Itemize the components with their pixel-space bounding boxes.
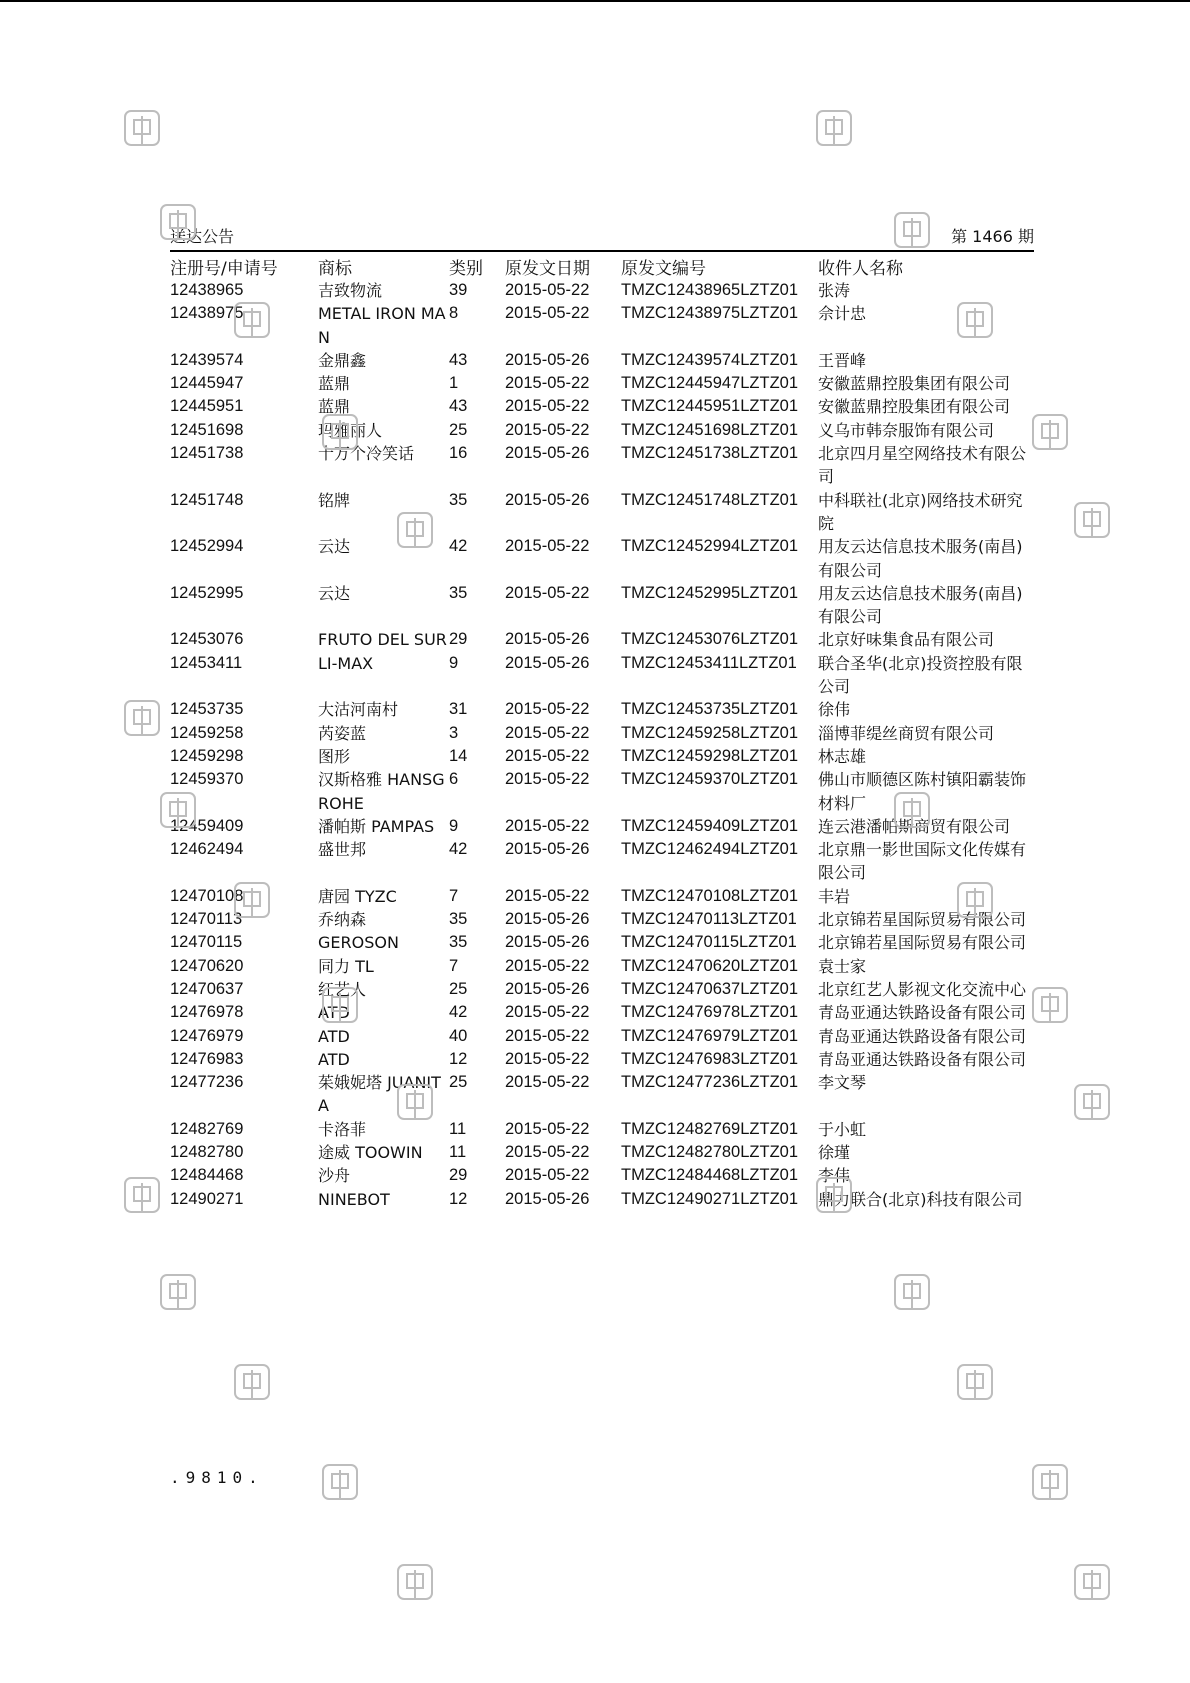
cell-doc-number: TMZC12453076LZTZ01 [621,630,798,649]
cell-recipient: 北京红艺人影视文化交流中心 [818,979,1027,999]
cell-reg-number: 12470113 [170,910,243,929]
cell-class: 35 [449,933,468,952]
cell-date: 2015-05-22 [505,1026,590,1045]
cell-class: 3 [449,723,459,742]
cell-trademark: METAL IRON MAN [318,304,446,347]
cell-recipient: 北京锦若星国际贸易有限公司 [818,910,1027,930]
cell-date: 2015-05-22 [505,886,590,905]
cell-trademark: GEROSON [318,933,399,953]
cell-class: 11 [449,1119,467,1138]
watermark-glyph [158,790,198,834]
table-row [170,535,1034,582]
cell-reg-number: 12439574 [170,350,244,369]
cell-doc-number: TMZC12453411LZTZ01 [621,653,797,672]
cell-date: 2015-05-22 [505,700,590,719]
cell-reg-number: 12445947 [170,374,244,393]
cell-reg-number: 12445951 [170,397,244,416]
table-row [170,1141,1034,1164]
cell-class: 7 [449,956,459,975]
cell-recipient: 北京好味集食品有限公司 [818,630,995,650]
cell-date: 2015-05-22 [505,1049,590,1068]
cell-date: 2015-05-22 [505,746,590,765]
cell-class: 1 [449,374,459,393]
cell-trademark: 途威 TOOWIN [318,1142,423,1162]
cell-recipient: 佘计忠 [818,304,867,324]
table-row [170,652,1034,699]
cell-class: 39 [449,281,468,299]
cell-reg-number: 12438975 [170,304,244,323]
cell-date: 2015-05-26 [505,490,590,509]
page-number: .9810. [170,1468,264,1487]
cell-recipient: 李文琴 [818,1073,867,1093]
cell-class: 14 [449,746,468,765]
cell-class: 42 [449,537,468,556]
table-row [170,419,1034,442]
cell-recipient: 张涛 [818,281,851,300]
cell-trademark: 金鼎鑫 [318,350,367,370]
cell-date: 2015-05-22 [505,1142,590,1161]
cell-recipient: 青岛亚通达铁路设备有限公司 [818,1003,1027,1023]
watermark-glyph [955,300,995,344]
cell-trademark: 卡洛菲 [318,1119,367,1139]
cell-reg-number: 12476979 [170,1026,244,1045]
cell-trademark: 茱娥妮塔 JUANITA [318,1073,441,1116]
cell-date: 2015-05-22 [505,1119,590,1138]
table-row [170,931,1034,954]
cell-doc-number: TMZC12452995LZTZ01 [621,583,798,602]
watermark-glyph [1030,412,1070,456]
cell-recipient: 李伟 [818,1166,851,1186]
watermark-glyph [232,880,272,924]
cell-trademark: LI-MAX [318,653,374,673]
cell-recipient: 袁士家 [818,956,867,976]
col-class: 类别 [449,258,483,279]
table-row [170,628,1034,651]
cell-recipient: 徐伟 [818,700,851,720]
cell-date: 2015-05-22 [505,281,590,299]
cell-date: 2015-05-26 [505,444,590,463]
watermark-glyph [892,790,932,834]
table-row [170,1118,1034,1141]
cell-recipient: 北京鼎一影世国际文化传媒有限公司 [818,840,1027,883]
cell-doc-number: TMZC12451748LZTZ01 [621,490,798,509]
cell-recipient: 于小虹 [818,1119,867,1139]
watermark-glyph [320,1462,360,1506]
cell-class: 12 [449,1189,468,1208]
cell-class: 40 [449,1026,468,1045]
cell-doc-number: TMZC12476978LZTZ01 [621,1003,798,1022]
watermark-glyph [1072,1082,1112,1126]
cell-doc-number: TMZC12470637LZTZ01 [621,979,798,998]
watermark-glyph [158,202,198,246]
col-reg-number: 注册号/申请号 [170,258,278,279]
cell-doc-number: TMZC12459409LZTZ01 [621,816,798,835]
cell-trademark: 图形 [318,746,351,766]
watermark-glyph [955,880,995,924]
cell-doc-number: TMZC12462494LZTZ01 [621,840,798,859]
watermark-glyph [158,1272,198,1316]
watermark-glyph [1030,985,1070,1029]
watermark-glyph [892,1272,932,1316]
cell-class: 12 [449,1049,468,1068]
cell-date: 2015-05-22 [505,420,590,439]
cell-doc-number: TMZC12459258LZTZ01 [621,723,798,742]
watermark-glyph [1072,500,1112,544]
cell-date: 2015-05-22 [505,1166,590,1185]
cell-reg-number: 12484468 [170,1166,244,1185]
cell-doc-number: TMZC12470115LZTZ01 [621,933,797,952]
cell-date: 2015-05-26 [505,350,590,369]
cell-reg-number: 12477236 [170,1073,244,1092]
cell-reg-number: 12438965 [170,281,244,299]
cell-reg-number: 12470108 [170,886,244,905]
cell-recipient: 北京四月星空网络技术有限公司 [818,444,1027,487]
watermark-glyph [814,1175,854,1219]
cell-date: 2015-05-22 [505,537,590,556]
cell-recipient: 北京锦若星国际贸易有限公司 [818,933,1027,953]
watermark-glyph [320,985,360,1029]
cell-reg-number: 12470637 [170,979,244,998]
col-recipient: 收件人名称 [818,258,903,279]
cell-date: 2015-05-26 [505,840,590,859]
delivery-notice-table [170,253,1034,1211]
section-title: 送达公告 [170,227,235,246]
watermark-glyph [955,1362,995,1406]
cell-class: 42 [449,840,468,859]
cell-date: 2015-05-26 [505,933,590,952]
cell-recipient: 用友云达信息技术服务(南昌)有限公司 [818,537,1023,580]
cell-class: 9 [449,816,459,835]
col-trademark: 商标 [318,258,352,279]
cell-doc-number: TMZC12453735LZTZ01 [621,700,798,719]
table-row [170,1025,1034,1048]
cell-recipient: 青岛亚通达铁路设备有限公司 [818,1026,1027,1046]
cell-class: 11 [449,1142,467,1161]
cell-date: 2015-05-22 [505,956,590,975]
cell-date: 2015-05-22 [505,583,590,602]
cell-reg-number: 12470115 [170,933,243,952]
cell-doc-number: TMZC12476979LZTZ01 [621,1026,798,1045]
table-row [170,372,1034,395]
cell-doc-number: TMZC12445947LZTZ01 [621,374,798,393]
cell-reg-number: 12476983 [170,1049,244,1068]
cell-trademark: 芮姿蓝 [318,723,367,743]
cell-doc-number: TMZC12445951LZTZ01 [621,397,798,416]
cell-trademark: 十万个冷笑话 [318,444,415,464]
table-row [170,1001,1034,1024]
cell-recipient: 丰岩 [818,886,851,906]
cell-date: 2015-05-22 [505,374,590,393]
cell-recipient: 王晋峰 [818,350,867,370]
col-date: 原发文日期 [505,258,590,279]
cell-reg-number: 12451748 [170,490,244,509]
watermark-glyph [892,210,932,254]
table-row [170,1188,1034,1211]
cell-reg-number: 12470620 [170,956,244,975]
cell-date: 2015-05-22 [505,723,590,742]
cell-reg-number: 12453411 [170,653,243,672]
cell-recipient: 联合圣华(北京)投资控股有限公司 [818,653,1023,697]
cell-recipient: 鼎力联合(北京)科技有限公司 [818,1189,1023,1209]
cell-trademark: 铭牌 [318,490,351,510]
cell-trademark: 同力 TL [318,956,374,976]
cell-recipient: 用友云达信息技术服务(南昌)有限公司 [818,583,1023,627]
cell-date: 2015-05-26 [505,1189,590,1208]
cell-class: 7 [449,886,459,905]
watermark-glyph [395,1082,435,1126]
cell-trademark: 沙舟 [318,1166,351,1186]
cell-date: 2015-05-22 [505,1073,590,1092]
table-header-row [170,253,1034,279]
cell-class: 25 [449,979,468,998]
cell-reg-number: 12453735 [170,700,244,719]
cell-trademark: 大沽河南村 [318,700,399,720]
issue-number: 第 1466 期 [951,227,1034,246]
cell-doc-number: TMZC12470620LZTZ01 [621,956,798,975]
cell-reg-number: 12451738 [170,444,244,463]
cell-reg-number: 12482780 [170,1142,244,1161]
cell-class: 35 [449,583,468,602]
table-row [170,745,1034,768]
cell-doc-number: TMZC12476983LZTZ01 [621,1049,798,1068]
table-row [170,442,1034,489]
table-row [170,698,1034,721]
table-row [170,908,1034,931]
cell-doc-number: TMZC12452994LZTZ01 [621,537,798,556]
cell-trademark: 蓝鼎 [318,397,351,417]
cell-reg-number: 12462494 [170,840,244,859]
cell-class: 31 [449,700,468,719]
cell-trademark: 玛雅丽人 [318,420,383,440]
table-row [170,955,1034,978]
cell-doc-number: TMZC12451698LZTZ01 [621,420,798,439]
watermark-glyph [395,1562,435,1606]
table-row [170,978,1034,1001]
cell-trademark: 唐园 TYZC [318,886,397,906]
cell-doc-number: TMZC12482769LZTZ01 [621,1119,798,1138]
cell-trademark: 汉斯格雅 HANSGROHE [318,770,445,813]
watermark-glyph [122,698,162,742]
cell-date: 2015-05-26 [505,653,590,672]
cell-doc-number: TMZC12490271LZTZ01 [621,1189,798,1208]
cell-date: 2015-05-26 [505,910,590,929]
table-row [170,722,1034,745]
cell-class: 35 [449,910,468,929]
cell-trademark: FRUTO DEL SUR [318,630,447,650]
col-doc-number: 原发文编号 [621,258,706,279]
cell-recipient: 徐瑾 [818,1142,851,1162]
cell-reg-number: 12453076 [170,630,244,649]
cell-trademark: 乔纳森 [318,910,367,930]
cell-date: 2015-05-22 [505,397,590,416]
cell-date: 2015-05-26 [505,979,590,998]
cell-reg-number: 12451698 [170,420,244,439]
cell-date: 2015-05-26 [505,630,590,649]
cell-trademark: 云达 [318,583,351,603]
cell-doc-number: TMZC12470108LZTZ01 [621,886,798,905]
cell-reg-number: 12459409 [170,816,244,835]
cell-trademark: 蓝鼎 [318,374,351,394]
watermark-glyph [814,108,854,152]
table-row [170,1071,1034,1118]
cell-recipient: 林志雄 [818,746,867,766]
cell-doc-number: TMZC12438965LZTZ01 [621,281,798,299]
cell-class: 42 [449,1003,468,1022]
table-row [170,885,1034,908]
cell-reg-number: 12482769 [170,1119,244,1138]
cell-recipient: 义乌市韩奈服饰有限公司 [818,420,995,440]
cell-doc-number: TMZC12459298LZTZ01 [621,746,798,765]
cell-trademark: 红艺人 [318,979,367,999]
cell-recipient: 连云港潘帕斯商贸有限公司 [818,816,1011,836]
cell-doc-number: TMZC12451738LZTZ01 [621,444,798,463]
cell-recipient: 佛山市顺德区陈村镇阳霸装饰材料厂 [818,770,1027,813]
cell-doc-number: TMZC12438975LZTZ01 [621,304,798,323]
cell-trademark: 潘帕斯 PAMPAS [318,816,435,836]
cell-reg-number: 12459258 [170,723,244,742]
cell-doc-number: TMZC12484468LZTZ01 [621,1166,798,1185]
watermark-glyph [232,1362,272,1406]
table-row [170,302,1034,349]
cell-recipient: 安徽蓝鼎控股集团有限公司 [818,374,1011,394]
cell-class: 25 [449,420,468,439]
cell-trademark: 云达 [318,537,351,557]
cell-doc-number: TMZC12477236LZTZ01 [621,1073,798,1092]
cell-class: 29 [449,1166,468,1185]
cell-reg-number: 12490271 [170,1189,244,1208]
cell-recipient: 青岛亚通达铁路设备有限公司 [818,1049,1027,1069]
watermark-glyph [320,412,360,456]
cell-doc-number: TMZC12439574LZTZ01 [621,350,798,369]
cell-trademark: 吉致物流 [318,281,383,300]
cell-doc-number: TMZC12459370LZTZ01 [621,770,798,789]
cell-trademark: ATD [318,1026,350,1046]
watermark-glyph [395,510,435,554]
cell-date: 2015-05-22 [505,1003,590,1022]
cell-recipient: 安徽蓝鼎控股集团有限公司 [818,397,1011,417]
cell-date: 2015-05-22 [505,770,590,789]
cell-class: 6 [449,770,459,789]
cell-class: 35 [449,490,468,509]
cell-trademark: ATD [318,1049,350,1069]
table-row [170,1164,1034,1187]
watermark-glyph [232,300,272,344]
cell-trademark: ATD [318,1003,350,1023]
cell-class: 43 [449,350,468,369]
table-row [170,489,1034,536]
cell-class: 9 [449,653,459,672]
cell-date: 2015-05-22 [505,816,590,835]
watermark-glyph [1072,1562,1112,1606]
cell-date: 2015-05-22 [505,304,590,323]
cell-class: 8 [449,304,459,323]
table-row [170,279,1034,302]
cell-reg-number: 12452995 [170,583,244,602]
table-row [170,349,1034,372]
cell-class: 25 [449,1073,468,1092]
table-row [170,838,1034,885]
cell-recipient: 中科联社(北京)网络技术研究院 [818,490,1023,533]
cell-class: 16 [449,444,468,463]
cell-reg-number: 12452994 [170,537,244,556]
cell-reg-number: 12459298 [170,746,244,765]
cell-reg-number: 12459370 [170,770,244,789]
top-rule [0,0,1190,2]
watermark-glyph [122,1175,162,1219]
cell-class: 29 [449,630,468,649]
cell-doc-number: TMZC12470113LZTZ01 [621,910,797,929]
cell-class: 43 [449,397,468,416]
watermark-glyph [122,108,162,152]
table-row [170,582,1034,629]
watermark-glyph [1030,1462,1070,1506]
cell-reg-number: 12476978 [170,1003,244,1022]
cell-trademark: 盛世邦 [318,840,367,860]
cell-recipient: 淄博菲缇丝商贸有限公司 [818,723,995,743]
table-row [170,395,1034,418]
cell-doc-number: TMZC12482780LZTZ01 [621,1142,798,1161]
cell-trademark: NINEBOT [318,1189,390,1209]
table-row [170,1048,1034,1071]
